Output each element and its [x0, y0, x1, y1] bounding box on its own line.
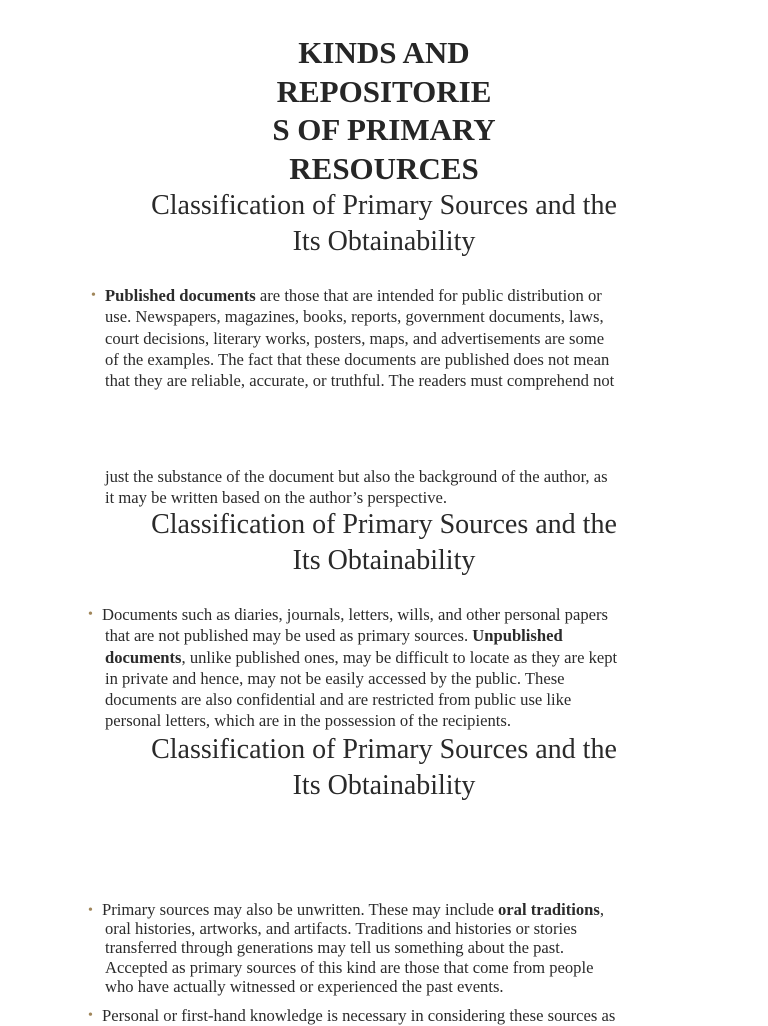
heading-line: Its Obtainability: [292, 770, 476, 801]
text-line: [102, 625, 702, 646]
text-line: use. Newspapers, magazines, books, reports, government documents, laws,: [105, 307, 604, 327]
text-line: transferred through generations may tell us something about the past.: [105, 938, 564, 958]
text-line: of the examples. The fact that these documents are published does not mean: [105, 349, 610, 369]
heading-line: Its Obtainability: [292, 545, 476, 576]
bullet-icon: •: [88, 903, 93, 918]
text-line: that they are reliable, accurate, or truthful. The readers must comprehend not: [105, 371, 615, 391]
bold-term: Published documents: [105, 286, 256, 305]
bold-term: oral traditions: [498, 900, 600, 919]
title-line: RESOURCES: [289, 150, 479, 186]
paragraph-unwritten-sources: [102, 900, 702, 996]
text-run: are those that are intended for public distribution or: [255, 286, 602, 305]
text-line: court decisions, literary works, posters, maps, and advertisements are some: [105, 328, 605, 348]
bullet-icon: •: [88, 607, 93, 622]
text-line: personal letters, which are in the possession of the recipients.: [105, 711, 511, 731]
section-heading: [0, 732, 768, 804]
text-line: it may be written based on the author’s perspective.: [105, 488, 448, 508]
paragraph-unpublished-documents: [102, 604, 702, 732]
text-line: who have actually witnessed or experienced the past events.: [105, 976, 504, 996]
title-line: S OF PRIMARY: [272, 112, 496, 147]
title-line: KINDS AND: [298, 35, 470, 70]
text-run: ,: [599, 900, 605, 919]
section-heading: [0, 507, 768, 579]
text-line: in private and hence, may not be easily accessed by the public. These: [105, 668, 565, 688]
text-line: oral histories, artworks, and artifacts. Traditions and histories or stories: [105, 919, 577, 939]
heading-line: Classification of Primary Sources and the: [151, 734, 617, 765]
bullet-icon: •: [88, 1008, 93, 1023]
title-line: REPOSITORIE: [276, 73, 492, 109]
text-line: [102, 647, 702, 668]
text-run: Primary sources may also be unwritten. These may include: [102, 900, 498, 919]
text-line: just the substance of the document but also the background of the author, as: [105, 467, 608, 486]
text-line: [105, 285, 705, 306]
paragraph-first-hand-knowledge: [102, 1005, 702, 1026]
paragraph-continuation: [105, 466, 705, 509]
text-line: Documents such as diaries, journals, letters, wills, and other personal papers: [102, 605, 608, 624]
paragraph-published-documents: [105, 285, 705, 391]
heading-line: Its Obtainability: [292, 226, 476, 257]
section-heading: [0, 188, 768, 260]
text-line: Personal or first-hand knowledge is necessary in considering these sources as: [102, 1006, 616, 1025]
bullet-icon: •: [91, 288, 96, 303]
text-run: that are not published may be used as primary sources.: [105, 626, 473, 646]
text-run: , unlike published ones, may be difficult to locate as they are kept: [181, 647, 618, 667]
text-line: documents are also confidential and are restricted from public use like: [105, 690, 572, 710]
text-line: [102, 900, 702, 919]
bold-term: Unpublished: [472, 626, 563, 646]
heading-line: Classification of Primary Sources and the: [151, 509, 617, 540]
heading-line: Classification of Primary Sources and the: [151, 190, 617, 221]
document-title: [0, 34, 768, 188]
bold-term: documents: [105, 647, 182, 667]
text-line: Accepted as primary sources of this kind are those that come from people: [105, 957, 594, 977]
